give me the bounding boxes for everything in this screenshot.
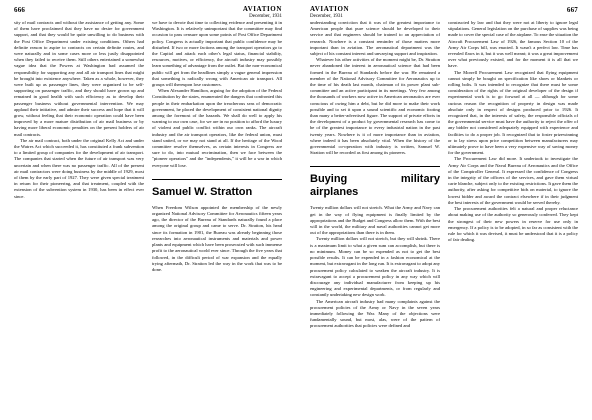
paragraph: Twenty million dollars will not stretch, but they will shrink. There is a maximum limit to what a given sum can accomplish, but there is no minimum. Money can be so expended as not to get the best possible results. It can be expended in a fashion economical at the moment, but extravagant in the long run. It is extravagant to adopt any procurement policy calculated to weaken the aircraft industry. It is extravagant to accept a procurement policy in any way which will discourage any individual manufacturer from keeping up his engineering and experimental departments, or from regularly and constantly undertaking new design work.	[310, 236, 440, 298]
article-title: Buying military airplanes	[310, 173, 440, 199]
section-divider	[152, 179, 282, 180]
paragraph: understanding conviction that it was of the greatest importance to American people that pure science should be developed to their service and that engineers should be trained to an appreciation of research. Nowhere is a constant reminder of those matters more important than in aviation. The aeronautical department was the subject of his constant interest and unvarying support and inspiration.	[310, 20, 440, 57]
masthead-title: AVIATION	[242, 5, 282, 13]
paragraph: we have to devote that time to collecting evidence and presenting it in Washington. It is relatively unimportant that the committee may find occasion to pass censure upon some points of Post Office Department policy. Congress is actually important that public confidence may be disturbed. If two or more factions among the transport operators go to the Capitol and attack each other's legal status, financial stability, resources, motives, or efficiency, the aircraft industry may possibly learn something of advantage from the outlet. But the non-economical public will get from the headlines simply a vague general impression that something is radically wrong with American air transport. All groups will thereupon lose customers.	[152, 20, 282, 88]
right-columns	[310, 20, 578, 412]
paragraph: The Morrell Procurement Law recognized that flying equipment cannot simply be bought on specification like shoes or blankets or rolling bolts. It was intended to recognize that there must be some consideration of the rights of the original developer of the design if experimental work is to go forward at all — although for some curious reason the recognition of property in design was made absolute only in respect of designs produced prior to 1926. It recognized that, in the interests of safety, the responsible officials of the governmental service must have the authority to reject the offer of any bidder not considered adequately equipped with experience and facilities to do a proper job. It recognized that to foster prizewinning or to lay stress upon price competition between manufacturers may ultimately prove to have been a very expensive way of saving money for the government.	[448, 69, 578, 156]
masthead	[243, 5, 282, 21]
paragraph: The air mail contract, both under the original Kelly Act and under the Watres Act which succeeded it, has constituted a frank subvention to a limited group of companies for the development of air transport. The companies that started when the future of air transport was very uncertain and when there was no passenger traffic. All of the present air mail contractors were doing business by the middle of 1929, most of them by the early part of 1927. They were given special treatment in return for their pioneering, and that treatment, coupled with the extension of the subvention system in 1930, has been in effect ever since.	[14, 137, 144, 199]
paragraph: When Freedom Wilson appointed the membership of the newly organized National Advisory Committee for Aeronautics fifteen years ago, the director of the Bureau of Standards naturally found a place among the original group and came to serve. Dr. Stratton, his head since its formation in 1901, the Bureau was already beginning those researches into aeronautical instruments and materials and power plants and equipment which have been prosecuted with such immense profit to the aeronautical world ever since. Through the five years that followed, in the difficult period of war expansion and the equally trying aftermath, Dr. Stratton led the way in the work that was to be done.	[152, 204, 282, 272]
page-number: 667	[566, 6, 578, 14]
page-header	[296, 4, 592, 20]
paragraph: constructed by law and that they were not at liberty to ignore legal stipulations. General legislation on the purchase of supplies was being made to cover the special case of the airplane. To ease the situation the Aircraft Procurement Law of 1926, the famous Section 10 of the Army Air Corps bill, was enacted. It wasn't a perfect law. Time has revealed flaws in it, but it was well meant; it was a great improvement over what previously existed, and for the moment it is all that we have.	[448, 20, 578, 69]
page-header	[0, 4, 296, 20]
column-1	[310, 20, 440, 412]
masthead-date: December, 1931	[249, 14, 282, 19]
section-divider	[310, 166, 440, 167]
masthead-title: AVIATION	[310, 5, 350, 13]
masthead-date: December, 1931	[310, 14, 343, 19]
column-2	[152, 20, 282, 412]
column-1	[14, 20, 144, 412]
article-title: Samuel W. Stratton	[152, 185, 253, 198]
paragraph: The procurement authorities felt a natural and proper reluctance about making use of the authority so generously conferred. They kept the strongest of their new powers in reserve for use only in emergency. If a policy is to be adopted, in so far as consistent with the rule for which it was devised, it must be understood that it is a policy of fair dealing.	[448, 206, 578, 243]
left-columns	[14, 20, 282, 412]
paragraph: The American aircraft industry had many complaints against the procurement policies of the Army or Navy in the seven years immediately following the War. Many of the objections were fundamentally sound, but most, alas, were of the pattern of procurement authorities that policies were defined and	[310, 298, 440, 329]
paragraph: The Procurement Law did more. It undertook to investigate the Army Air Corps and the Naval Bureau of Aeronautics and the Office of the Comptroller General. It expressed the confidence of Congress in the integrity of the officers of the services, and gave them virtual carte blanche, subject only to the existing restrictions. It gave them the authority, after asking for competitive bids on material, to ignore the lowest bidder and award the contract elsewhere if in their judgment the best interests of the government would be served thereby.	[448, 156, 578, 205]
page-number: 666	[14, 6, 26, 14]
paragraph: Twenty million dollars will not stretch. What the Army and Navy can get in the way of flying equipment is finally limited by the appropriations and the Budget and Congress allow them. With the best will in the world, the military and naval authorities cannot get more out of the appropriations than there is in them.	[310, 205, 440, 236]
paragraph: When Alexander Hamilton, arguing for the adoption of the Federal Constitution by the states, enumerated the dangers that confronted this people in their embarkation upon the treacherous seas of democratic government, he placed the development of consistent national dignity among the foremost of the hazards. We shall do well to apply his warning to our own case, for we are in no position to afford the luxury of violent and public conflict within our own ranks. The aircraft industry and the air transport operators, like the federal union, must stand united, or we may not stand at all. If the heritage of the Wood committee resolve themselves, as certain interests in Congress are sure to do, into mutual recrimination, then we face between the "pioneer operators" and the "independents," it will be a war in which everyone will lose.	[152, 88, 282, 168]
paragraph: Whatever his other activities of the moment might be, Dr. Stratton never abandoned the interest in aeronautical science that had been formed in the Bureau of Standards before the war. He remained a member of the National Advisory Committee for Aeronautics up to the time of his death last month, chairman of its power plant sub-committee and an active participant in its meetings. Very few among the thousands of workers now active in American aeronautics are ever conscious of owing him a debt, but he did more to make their work possible and to set it upon a sound scientific and economic footing than many a better-advertised figure. The support of private efforts in the development of a product by governmental research has come to be of the greatest importance to every industrial nation in the past twenty years. Nowhere is it of more importance than in aviation, where indeed it has been absolutely vital. When the history of the governmental co-operation with industry is written, Samuel W. Stratton will be recorded as first among its pioneers.	[310, 57, 440, 156]
masthead	[310, 5, 349, 21]
right-page	[296, 0, 592, 420]
paragraph: sity of mail contracts and without the assistance of getting any. Some of them have proclaimed that they have no desire for government support, and that they would be quite unwilling to do business with the Post Office Department under existing conditions. Others had definite reason to aspire to contracts on certain definite routes, and were naturally and in some cases more or less justly disappointed when they failed to receive them. Still others entertained a somewhat vague idea that the Powers at Washington had assumed the responsibility for supporting any and all air transport lines that might be brought into existence anywhere. Taken as a whole, however, they were built up as passenger lines, they were organized to be self-supporting on passenger traffic, and they should have grown up and remained in good health with such efficiency as to develop their passenger business without governmental intervention. We may applaud their initiative, and admire their success and hope that it will grow, without feeling that their economic operation could have been improved by a more mature distribution of air mail business or by having more liberal economic penalties on the present holders of air mail contracts.	[14, 20, 144, 137]
column-2	[448, 20, 578, 412]
